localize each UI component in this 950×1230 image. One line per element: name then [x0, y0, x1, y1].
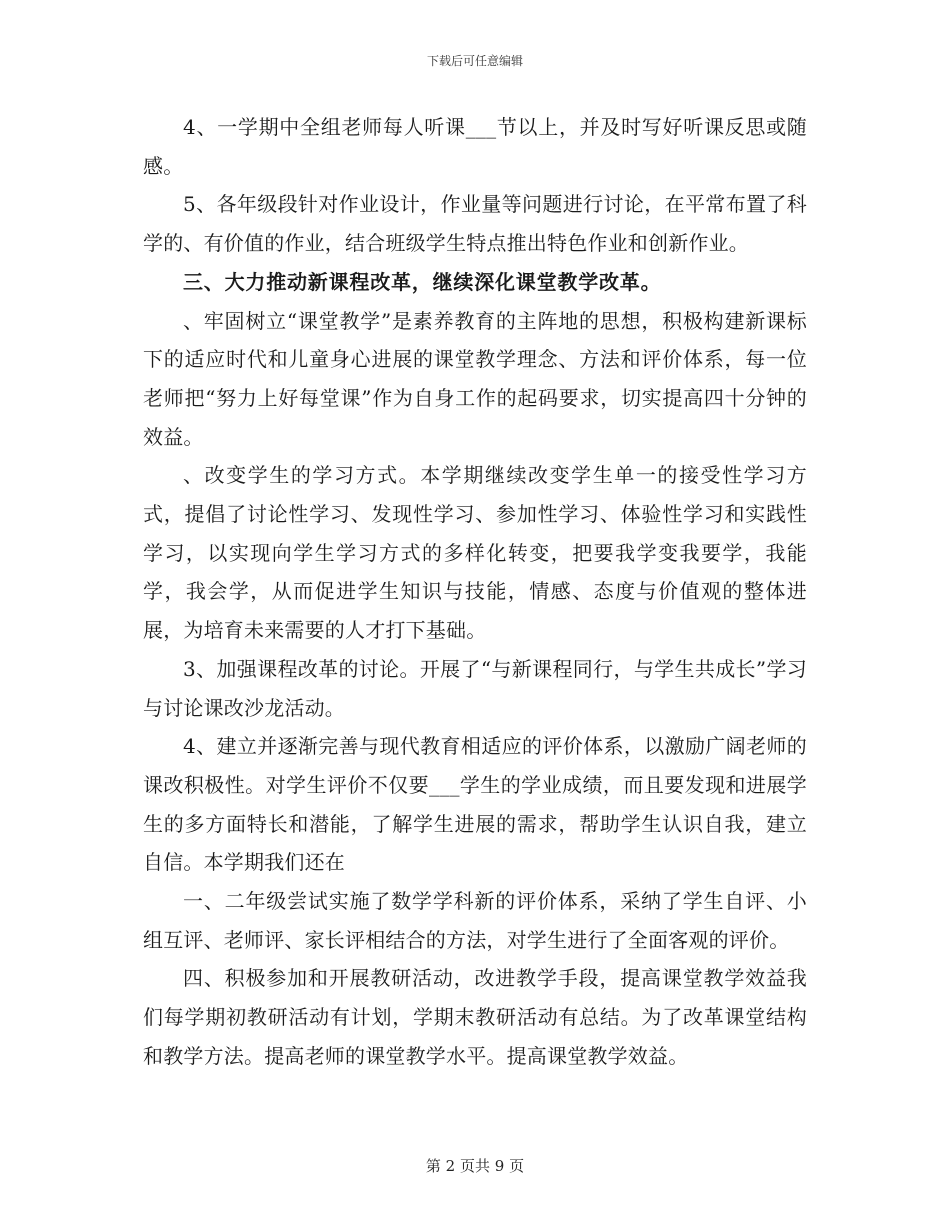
section-heading-curriculum-reform: 三、大力推动新课程改革，继续深化课堂教学改革。 [183, 269, 662, 294]
page-number: 第 2 页共 9 页 [425, 1157, 525, 1175]
paragraph-math-evaluation: 一、二年级尝试实施了数学学科新的评价体系，采纳了学生自评、小组互评、老师评、家长评相结合的方法，对学生进行了全面客观的评价。 [143, 889, 807, 952]
paragraph-homework-design: 5、各年级段针对作业设计，作业量等问题进行讨论，在平常布置了科学的、有价值的作业，结合班级学生特点推出特色作业和创新作业。 [143, 192, 807, 256]
paragraph-teaching-research: 四、积极参加和开展教研活动，改进教学手段，提高课堂教学效益我们每学期初教研活动有计划，学期末教研活动有总结。为了改革课堂结构和教学方法。提高老师的课堂教学水平。提高课堂教学效益。 [143, 966, 807, 1068]
paragraph-classroom-teaching: 、牢固树立“课堂教学”是素养教育的主阵地的思想，积极构建新课标下的适应时代和儿童身心进展的课堂教学理念、方法和评价体系，每一位老师把“努力上好每堂课”作为自身工作的起码要求，切实提高四十分钟的效益。 [143, 308, 807, 449]
paragraph-curriculum-discussion: 3、加强课程改革的讨论。开展了“与新课程同行，与学生共成长”学习与讨论课改沙龙活动。 [143, 656, 807, 720]
document-body [143, 108, 807, 1076]
paragraph-evaluation-system: 4、建立并逐渐完善与现代教育相适应的评价体系，以激励广阔老师的课改积极性。对学生评价不仅要___学生的学业成绩，而且要发现和进展学生的多方面特长和潜能，了解学生进展的需求，帮助学生认识自我，建立自信。本学期我们还在 [143, 734, 807, 875]
paragraph-listening-lessons: 4、一学期中全组老师每人听课___节以上，并及时写好听课反思或随感。 [143, 115, 807, 178]
page-header: 下载后可任意编辑 [426, 54, 523, 68]
paragraph-learning-methods: 、改变学生的学习方式。本学期继续改变学生单一的接受性学习方式，提倡了讨论性学习、发现性学习、参加性学习、体验性学习和实践性学习，以实现向学生学习方式的多样化转变，把要我学变我要学，我能学，我会学，从而促进学生知识与技能，情感、态度与价值观的整体进展，为培育未来需要的人才打下基础。 [143, 463, 807, 643]
